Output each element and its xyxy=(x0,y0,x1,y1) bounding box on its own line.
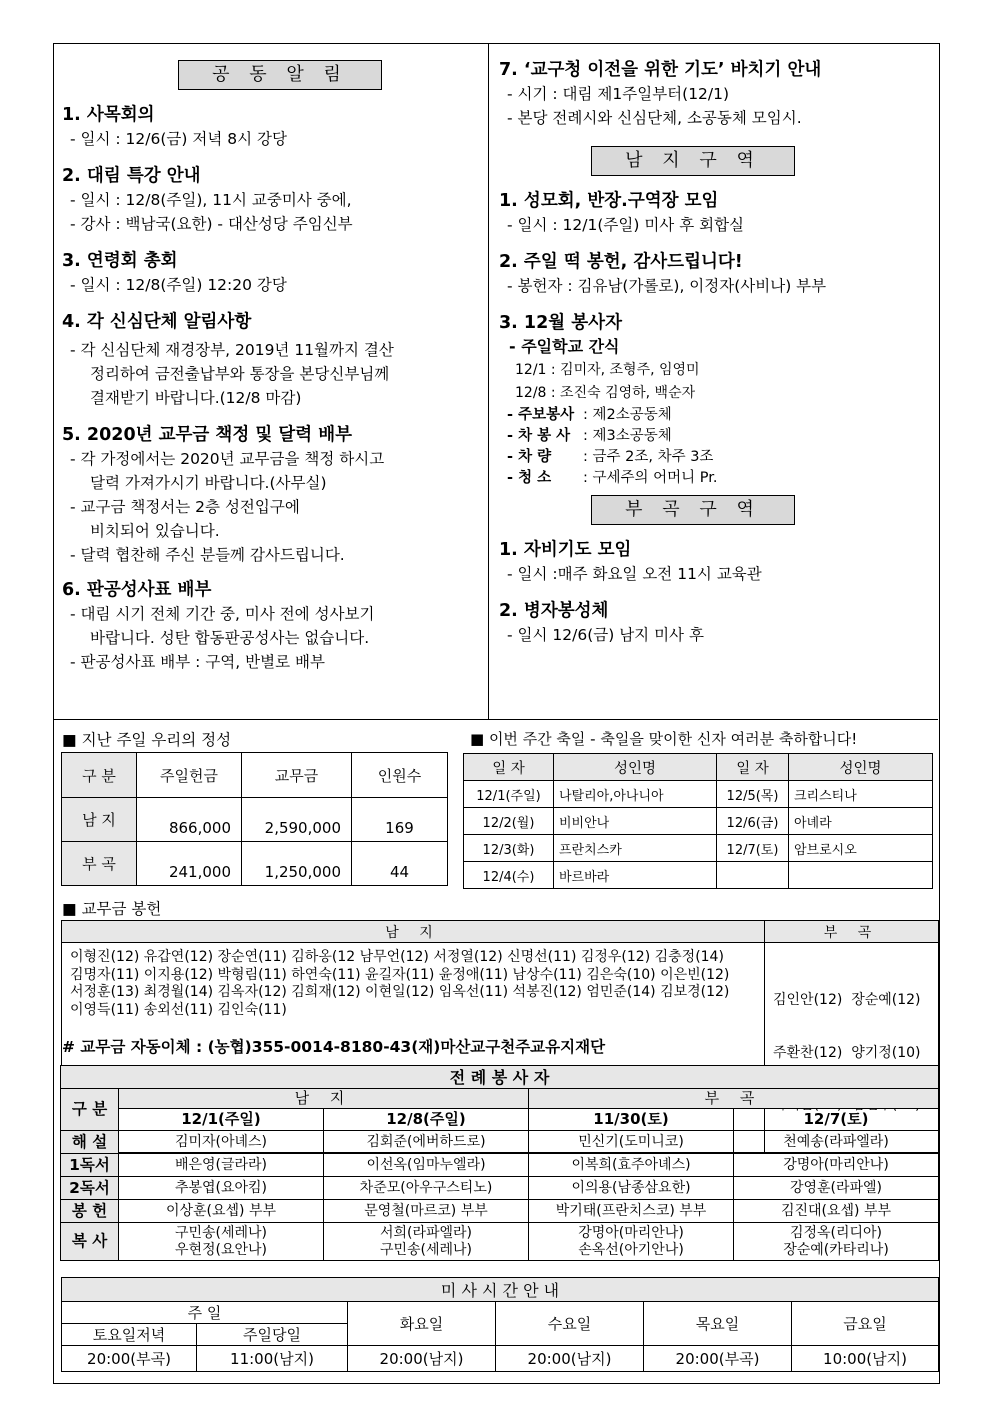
table-row xyxy=(61,1154,939,1177)
feast-saint xyxy=(789,862,933,889)
notices-area xyxy=(54,44,938,720)
duty-key: - 차 량 xyxy=(507,449,552,465)
feast-date: 12/1(주일) xyxy=(464,781,554,808)
liturgy-server: 민신기(도미니코) xyxy=(529,1131,734,1154)
notice-line: - 대림 시기 전체 기간 중, 미사 전에 성사보기 xyxy=(70,605,375,623)
bulletin-page xyxy=(53,43,940,1384)
feast-date: 12/4(수) xyxy=(464,862,554,889)
liturgy-server xyxy=(529,1223,734,1261)
notice-line: - 일시 :매주 화요일 오전 11시 교육관 xyxy=(507,565,762,583)
feast-saint: 비비안나 xyxy=(554,808,717,835)
offering-row-label: 부 곡 xyxy=(62,842,137,886)
feast-date xyxy=(717,862,789,889)
server-name: 우현정(요안나) xyxy=(174,1241,268,1258)
liturgy-server xyxy=(119,1223,324,1261)
table-row xyxy=(61,1066,939,1089)
notice-2 xyxy=(62,164,488,236)
liturgy-table xyxy=(60,1065,939,1261)
table-row xyxy=(464,808,933,835)
table-row xyxy=(62,1278,939,1302)
notice-line: - 일시 12/6(금) 남지 미사 후 xyxy=(507,626,704,644)
bugok-item-2 xyxy=(499,599,938,647)
donor-line: 이형진(12) 유갑연(12) 장순연(11) 김하옹(12 남무언(12) 서정열(12) 신명선(11) 김정우(12) 김충정(14) xyxy=(70,949,724,965)
tithe-title: ■ 교무금 봉헌 xyxy=(62,900,162,918)
notice-5 xyxy=(62,423,488,567)
notice-line: - 교구금 책정서는 2층 성전입구에 xyxy=(70,498,300,516)
mass-title: 미 사 시 간 안 내 xyxy=(62,1278,939,1302)
table-row xyxy=(464,781,933,808)
table-row xyxy=(464,754,933,781)
server-name: 구민송(세레나) xyxy=(174,1224,268,1241)
server-name: 김정옥(리디아) xyxy=(789,1224,883,1241)
mass-sat-eve: 토요일저녁 xyxy=(62,1324,197,1346)
server-name: 강명아(마리안나) xyxy=(578,1224,684,1241)
notice-title: 3. 연령회 총회 xyxy=(62,251,178,271)
feast-header: 성인명 xyxy=(789,754,933,781)
namji-item-3 xyxy=(499,311,938,489)
offering-tithe: 2,590,000 xyxy=(242,798,352,842)
feast-date: 12/2(월) xyxy=(464,808,554,835)
donor-line: 김명자(11) 이지용(12) 박형림(11) 하연숙(11) 윤길자(11) 윤정애(11) 남상수(11) 김은숙(10) 이은빈(12) xyxy=(70,966,730,983)
duty-line xyxy=(499,447,938,468)
table-row xyxy=(61,1131,939,1154)
notice-title: 1. 자비기도 모임 xyxy=(499,540,632,560)
liturgy-server: 김진대(요셉) 부부 xyxy=(734,1200,939,1223)
notice-title: 3. 12월 봉사자 xyxy=(499,313,622,333)
donor-line: 주환찬(12) 양기정(10) xyxy=(773,1044,921,1061)
notice-line: - 일시 : 12/1(주일) 미사 후 회합실 xyxy=(507,216,745,234)
offering-header: 교무금 xyxy=(242,753,352,798)
mass-time: 20:00(남지) xyxy=(348,1346,496,1372)
duty-key: - 주보봉사 xyxy=(507,407,575,423)
offering-title: ■ 지난 주일 우리의 정성 xyxy=(62,731,232,749)
snack-line: 12/1 : 김미자, 조형주, 임영미 xyxy=(515,362,700,378)
notice-line: - 강사 : 백남국(요한) - 대산성당 주임신부 xyxy=(70,215,353,233)
prayer-line: - 시기 : 대림 제1주일부터(12/1) xyxy=(507,85,730,103)
snack-subtitle: - 주일학교 간식 xyxy=(509,337,620,356)
table-row xyxy=(464,862,933,889)
donor-line: 김인안(12) 장순예(12) xyxy=(773,992,921,1008)
notice-line: - 각 가정에서는 2020년 교무금을 책정 하시고 xyxy=(70,450,385,468)
notice-4 xyxy=(62,310,488,410)
table-row xyxy=(62,753,448,798)
liturgy-role: 봉 헌 xyxy=(61,1200,119,1223)
feast-saint: 바르바라 xyxy=(554,862,717,889)
offering-sunday: 866,000 xyxy=(137,798,242,842)
notice-line: - 판공성사표 배부 : 구역, 반별로 배부 xyxy=(70,653,325,671)
notice-title: 2. 주일 떡 봉헌, 감사드립니다! xyxy=(499,252,743,272)
duty-value: : 제2소공동체 xyxy=(583,407,672,423)
liturgy-bugok-header: 부 곡 xyxy=(529,1089,939,1109)
mass-day: 수요일 xyxy=(496,1302,644,1346)
notice-line: - 일시 : 12/8(주일) 12:20 강당 xyxy=(70,276,287,294)
feast-saint: 아녜라 xyxy=(789,808,933,835)
notice-title: 1. 사목회의 xyxy=(62,105,155,125)
tithe-bugok-header: 부 곡 xyxy=(765,921,939,943)
notice-line: 비치되어 있습니다. xyxy=(90,522,220,540)
notice-title: 6. 판공성사표 배부 xyxy=(62,580,212,600)
offering-sunday: 241,000 xyxy=(137,842,242,886)
liturgy-server: 배은영(글라라) xyxy=(119,1154,324,1177)
feast-date: 12/5(목) xyxy=(717,781,789,808)
notice-line: - 각 신심단체 재경장부, 2019년 11월까지 결산 xyxy=(70,341,394,359)
notice-line: 바랍니다. 성탄 합동판공성사는 없습니다. xyxy=(90,629,370,647)
bugok-item-1 xyxy=(499,538,938,586)
mass-time: 20:00(부곡) xyxy=(644,1346,792,1372)
liturgy-namji-header: 남 지 xyxy=(119,1089,529,1109)
notice-title: 2. 대림 특강 안내 xyxy=(62,166,201,186)
server-name: 서희(라파엘라) xyxy=(379,1224,473,1241)
mass-table xyxy=(61,1277,939,1372)
mass-day: 목요일 xyxy=(644,1302,792,1346)
liturgy-server: 이선옥(임마누엘라) xyxy=(324,1154,529,1177)
duty-value: : 금주 2조, 차주 3조 xyxy=(583,449,714,465)
feast-header: 성인명 xyxy=(554,754,717,781)
notice-title: 1. 성모회, 반장.구역장 모임 xyxy=(499,191,719,211)
feast-saint: 암브로시오 xyxy=(789,835,933,862)
liturgy-server: 강영훈(라파엘) xyxy=(734,1177,939,1200)
namji-item-1 xyxy=(499,189,938,237)
offering-tithe: 1,250,000 xyxy=(242,842,352,886)
liturgy-date: 12/7(토) xyxy=(734,1109,939,1131)
duty-value: : 제3소공동체 xyxy=(583,428,672,444)
feast-table xyxy=(463,753,933,889)
liturgy-role: 2독서 xyxy=(61,1177,119,1200)
prayer-title: 7. ‘교구청 이전을 위한 기도’ 바치기 안내 xyxy=(499,60,822,80)
liturgy-server: 천예송(라파엘라) xyxy=(734,1131,939,1154)
auto-transfer-note: # 교무금 자동이체 : (농협)355-0014-8180-43(재)마산교구천주교유지재단 xyxy=(62,1038,606,1056)
namji-item-2 xyxy=(499,250,938,298)
liturgy-date: 11/30(토) xyxy=(529,1109,734,1131)
notice-title: 2. 병자봉성체 xyxy=(499,601,609,621)
mass-time: 10:00(남지) xyxy=(792,1346,939,1372)
table-row xyxy=(61,1177,939,1200)
offering-count: 44 xyxy=(352,842,448,886)
liturgy-server: 추봉엽(요아킴) xyxy=(119,1177,324,1200)
liturgy-server: 김회준(에버하드로) xyxy=(324,1131,529,1154)
namji-banner: 남 지 구 역 xyxy=(591,146,795,176)
table-row xyxy=(62,798,448,842)
notice-line: 결재받기 바랍니다.(12/8 마감) xyxy=(90,389,302,407)
donor-line: 하석근(12) 김진구(11) xyxy=(773,1097,921,1113)
liturgy-server: 이복희(효주아녜스) xyxy=(529,1154,734,1177)
duty-value: : 구세주의 어머니 Pr. xyxy=(583,470,718,486)
server-name: 구민송(세레나) xyxy=(379,1241,473,1258)
notice-line: - 일시 : 12/8(주일), 11시 교중미사 중에, xyxy=(70,191,352,209)
table-row xyxy=(61,1109,939,1131)
common-notices xyxy=(54,44,489,719)
table-row xyxy=(62,1302,939,1324)
table-row xyxy=(62,921,939,943)
liturgy-role: 복 사 xyxy=(61,1223,119,1261)
feast-title: ■ 이번 주간 축일 - 축일을 맞이한 신자 여러분 축하합니다! xyxy=(470,730,858,748)
server-name: 장순예(카타리나) xyxy=(783,1241,889,1258)
notice-title: 4. 각 신심단체 알림사항 xyxy=(62,312,252,332)
table-row xyxy=(61,1089,939,1109)
liturgy-gubun: 구 분 xyxy=(61,1089,119,1131)
snack-line: 12/8 : 조진숙 김영하, 백순자 xyxy=(515,385,696,401)
mass-sun-day: 주일당일 xyxy=(197,1324,348,1346)
offering-header: 구 분 xyxy=(62,753,137,798)
mass-time: 20:00(부곡) xyxy=(62,1346,197,1372)
notice-line: - 일시 : 12/6(금) 저녁 8시 강당 xyxy=(70,130,287,148)
liturgy-date: 12/8(주일) xyxy=(324,1109,529,1131)
liturgy-server xyxy=(734,1223,939,1261)
offering-header: 인원수 xyxy=(352,753,448,798)
notice-6 xyxy=(62,578,488,674)
bugok-banner: 부 곡 구 역 xyxy=(591,495,795,525)
liturgy-role: 해 설 xyxy=(61,1131,119,1154)
liturgy-server xyxy=(324,1223,529,1261)
common-banner: 공 동 알 림 xyxy=(178,60,382,90)
liturgy-server: 박기태(프란치스코) 부부 xyxy=(529,1200,734,1223)
mass-day: 금요일 xyxy=(792,1302,939,1346)
duty-line xyxy=(499,405,938,426)
notice-line: 달력 가져가시기 바랍니다.(사무실) xyxy=(90,474,327,492)
liturgy-server: 김미자(아녜스) xyxy=(119,1131,324,1154)
feast-date: 12/3(화) xyxy=(464,835,554,862)
mass-sunday-header: 주 일 xyxy=(62,1302,348,1324)
notice-title: 5. 2020년 교무금 책정 및 달력 배부 xyxy=(62,425,353,445)
liturgy-role: 1독서 xyxy=(61,1154,119,1177)
duty-key: - 청 소 xyxy=(507,470,552,486)
prayer-notice xyxy=(499,58,938,130)
notice-1 xyxy=(62,103,488,151)
liturgy-date: 12/1(주일) xyxy=(119,1109,324,1131)
liturgy-server: 이상훈(요셉) 부부 xyxy=(119,1200,324,1223)
offering-table xyxy=(61,752,448,886)
prayer-line: - 본당 전례시와 신심단체, 소공동체 모임시. xyxy=(507,109,802,127)
server-name: 손옥선(아기안나) xyxy=(578,1241,684,1258)
table-row xyxy=(61,1223,939,1261)
table-row xyxy=(62,842,448,886)
feast-date: 12/7(토) xyxy=(717,835,789,862)
feast-header: 일 자 xyxy=(464,754,554,781)
feast-header: 일 자 xyxy=(717,754,789,781)
feast-saint: 나탈리아,아나니아 xyxy=(554,781,717,808)
liturgy-server: 문영철(마르코) 부부 xyxy=(324,1200,529,1223)
donor-line: 서정훈(13) 최경월(14) 김옥자(12) 김희재(12) 이현일(12) 임옥선(11) 석봉진(12) 엄민준(14) 김보경(12) xyxy=(70,984,730,1000)
duty-line xyxy=(499,426,938,447)
duty-line xyxy=(499,468,938,489)
feast-saint: 프란치스카 xyxy=(554,835,717,862)
mass-time: 20:00(남지) xyxy=(496,1346,644,1372)
liturgy-server: 차준모(아우구스티노) xyxy=(324,1177,529,1200)
offering-row-label: 남 지 xyxy=(62,798,137,842)
notice-line: 정리하여 금전출납부와 통장을 본당신부님께 xyxy=(90,365,390,383)
tithe-namji-header: 남 지 xyxy=(62,921,765,943)
offering-header: 주일헌금 xyxy=(137,753,242,798)
feast-saint: 크리스티나 xyxy=(789,781,933,808)
liturgy-server: 강명아(마리안나) xyxy=(734,1154,939,1177)
offering-count: 169 xyxy=(352,798,448,842)
notice-line: - 달력 협찬해 주신 분들께 감사드립니다. xyxy=(70,546,345,564)
mass-time: 11:00(남지) xyxy=(197,1346,348,1372)
feast-date: 12/6(금) xyxy=(717,808,789,835)
mass-day: 화요일 xyxy=(348,1302,496,1346)
duty-key: - 차 봉 사 xyxy=(507,428,571,444)
table-row xyxy=(464,835,933,862)
donor-line: 이영득(11) 송외선(11) 김인숙(11) xyxy=(70,1001,287,1018)
liturgy-server: 이의용(남종삼요한) xyxy=(529,1177,734,1200)
table-row xyxy=(61,1200,939,1223)
notice-3 xyxy=(62,249,488,297)
district-notices xyxy=(489,44,938,719)
notice-line: - 봉헌자 : 김유남(가롤로), 이정자(사비나) 부부 xyxy=(507,277,827,295)
table-row xyxy=(62,1346,939,1372)
liturgy-title: 전 례 봉 사 자 xyxy=(61,1066,939,1089)
